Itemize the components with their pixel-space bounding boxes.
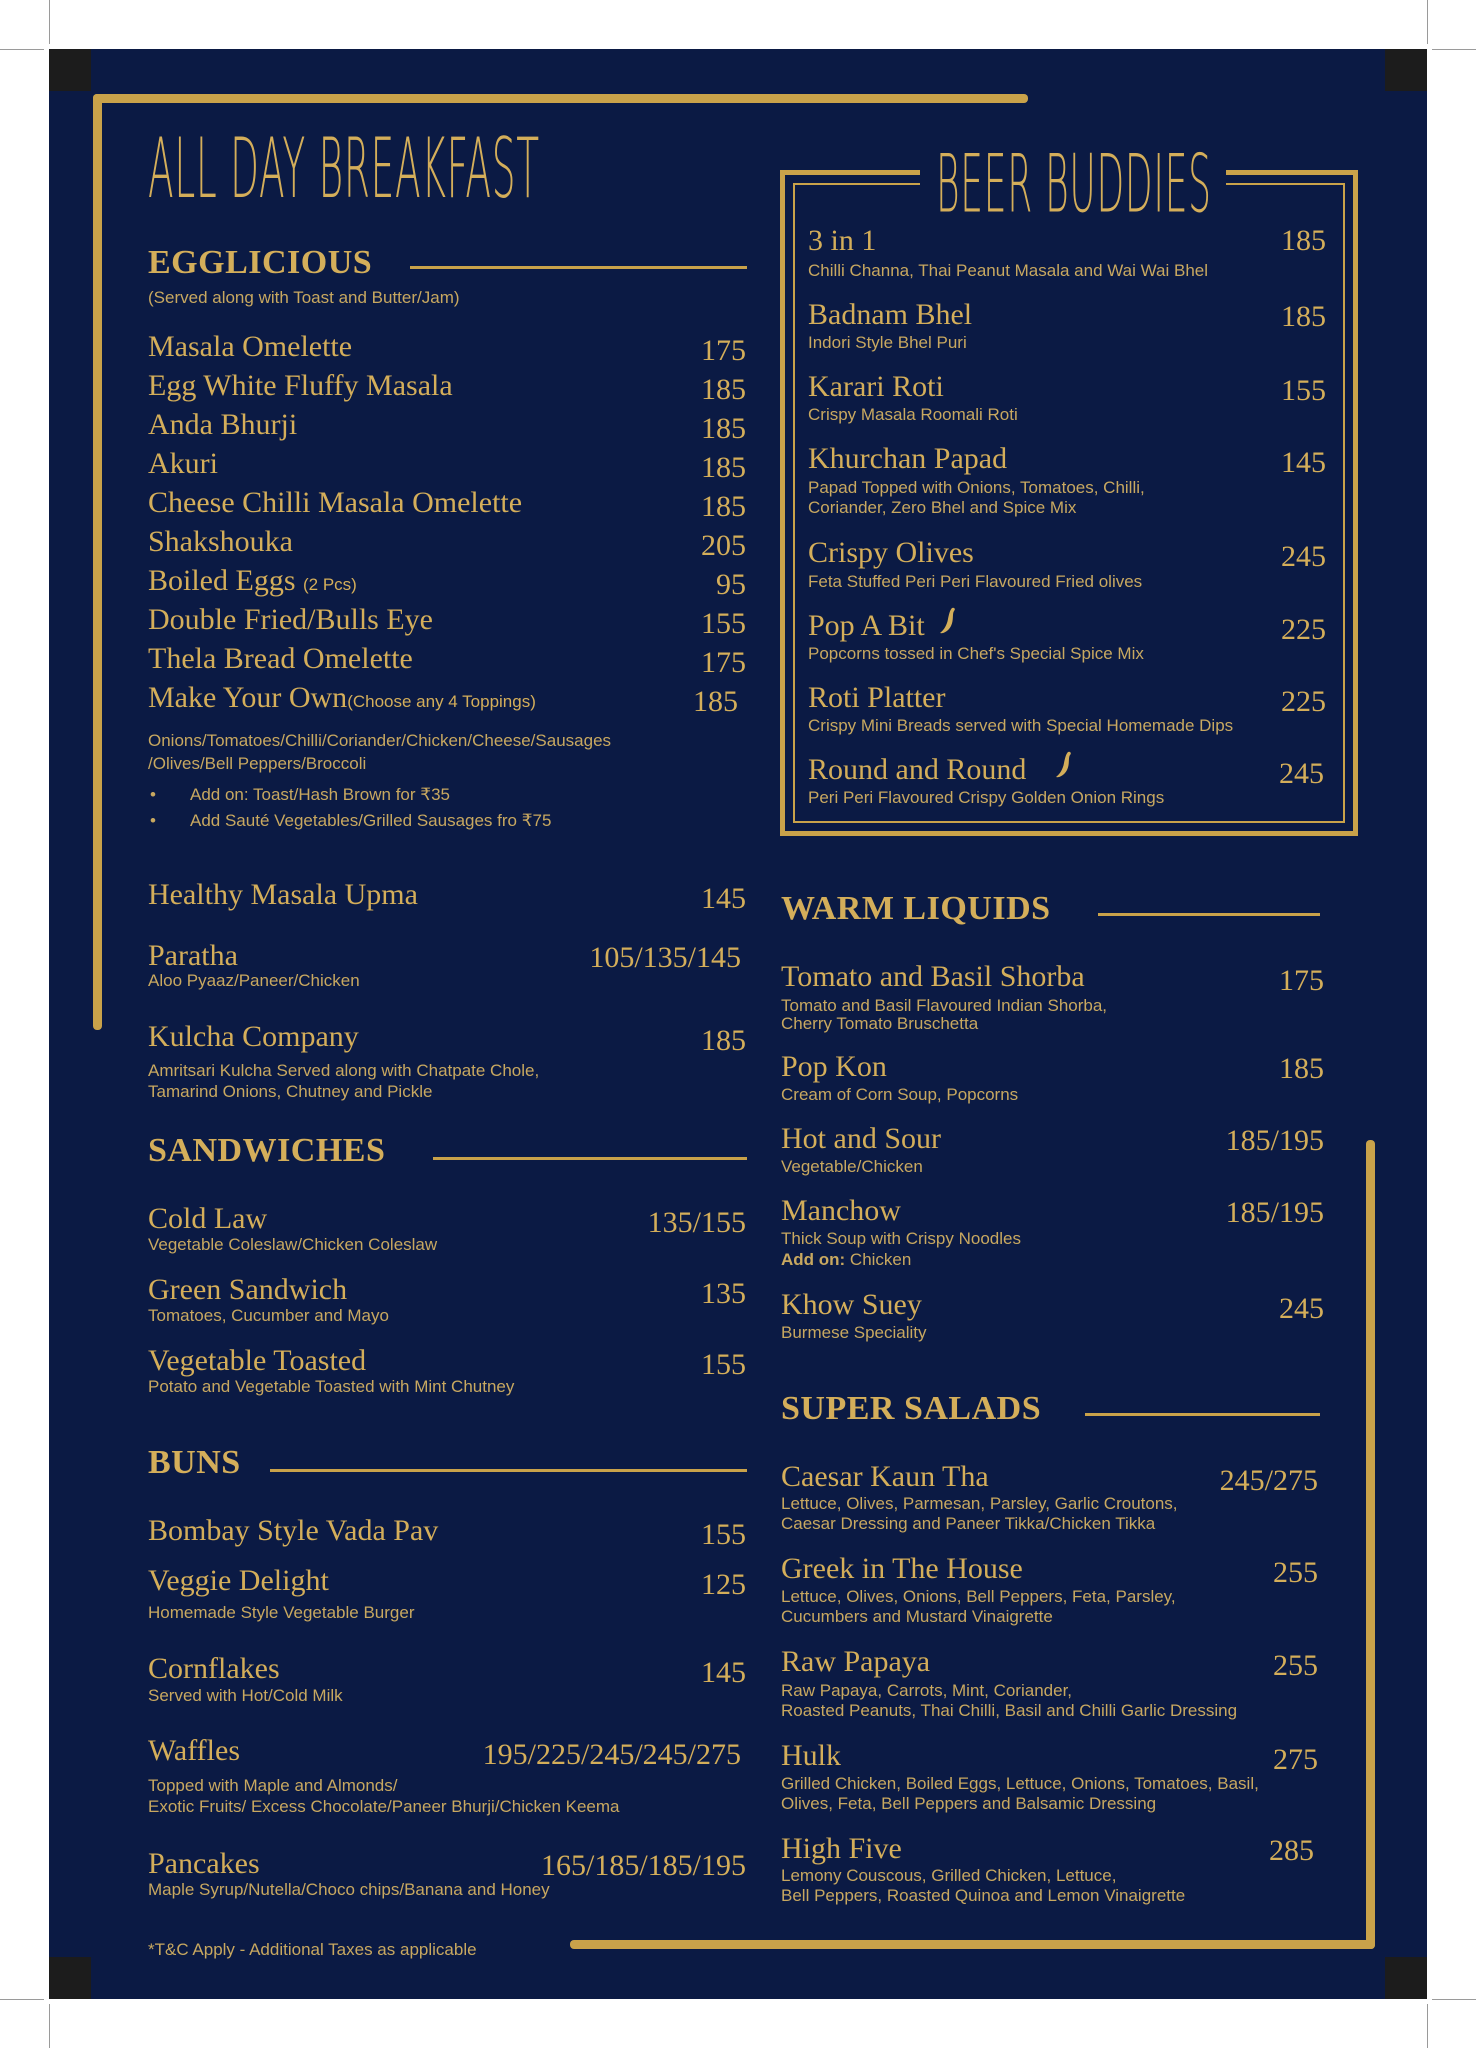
crop-mark xyxy=(1432,49,1476,50)
menu-item-desc: Thick Soup with Crispy Noodles xyxy=(781,1229,1021,1248)
menu-item-desc: Popcorns tossed in Chef's Special Spice Mix xyxy=(808,644,1144,663)
menu-item-name: Boiled Eggs (2 Pcs) xyxy=(148,564,357,597)
menu-item-price: 155 xyxy=(1281,374,1326,407)
menu-item-price: 185 xyxy=(1279,1052,1324,1085)
menu-item-desc: Tomatoes, Cucumber and Mayo xyxy=(148,1306,389,1325)
menu-item-desc: Crispy Mini Breads served with Special Homemade Dips xyxy=(808,716,1234,735)
menu-item-price: 255 xyxy=(1273,1649,1318,1682)
frame-line xyxy=(93,94,1028,103)
menu-item-name: Green Sandwich xyxy=(148,1273,348,1306)
menu-item-price: 185/195 xyxy=(1225,1196,1324,1229)
menu-item-desc: Tamarind Onions, Chutney and Pickle xyxy=(148,1082,433,1101)
menu-item-price: 145 xyxy=(701,1656,746,1689)
menu-item-price: 155 xyxy=(701,607,746,640)
menu-item-name: High Five xyxy=(781,1832,902,1865)
menu-item-price: 145 xyxy=(1281,446,1326,479)
menu-item-desc: Grilled Chicken, Boiled Eggs, Lettuce, Onions, Tomatoes, Basil, xyxy=(781,1774,1259,1793)
menu-item-name: Crispy Olives xyxy=(808,536,974,569)
menu-item-price: 185 xyxy=(701,451,746,484)
addon-text: Add Sauté Vegetables/Grilled Sausages fro ₹75 xyxy=(190,811,552,830)
menu-item-desc: Vegetable Coleslaw/Chicken Coleslaw xyxy=(148,1235,438,1254)
section-rule xyxy=(270,1469,747,1472)
menu-item-name: Khurchan Papad xyxy=(808,442,1008,475)
menu-item-desc: Topped with Maple and Almonds/ xyxy=(148,1776,398,1795)
menu-item-price: 245 xyxy=(1279,757,1324,790)
menu-item-desc: Papad Topped with Onions, Tomatoes, Chilli, xyxy=(808,478,1145,497)
menu-item-name: Vegetable Toasted xyxy=(148,1344,367,1377)
menu-item-desc: Potato and Vegetable Toasted with Mint Chutney xyxy=(148,1377,515,1396)
menu-item-price: 135/155 xyxy=(647,1206,746,1239)
menu-item-name: Cornflakes xyxy=(148,1652,280,1685)
menu-item-price: 175 xyxy=(701,334,746,367)
menu-item-price: 275 xyxy=(1273,1743,1318,1776)
menu-item-price: 185 xyxy=(701,490,746,523)
menu-item-price: 225 xyxy=(1281,685,1326,718)
beer-buddies-title: BEER BUDDIES xyxy=(936,138,1212,231)
menu-item-name: Pop A Bit xyxy=(808,609,925,642)
menu-item-price: 185 xyxy=(1281,300,1326,333)
menu-item-price: 245 xyxy=(1281,540,1326,573)
menu-item-desc: Amritsari Kulcha Served along with Chatpate Chole, xyxy=(148,1061,540,1080)
menu-item-price: 165/185/185/195 xyxy=(540,1849,746,1882)
menu-item-desc: Lettuce, Olives, Parmesan, Parsley, Garlic Croutons, xyxy=(781,1494,1178,1513)
menu-item-price: 195/225/245/245/275 xyxy=(482,1738,741,1771)
chili-icon xyxy=(1054,750,1076,780)
menu-item-price: 145 xyxy=(701,882,746,915)
menu-item-desc: Roasted Peanuts, Thai Chilli, Basil and Chilli Garlic Dressing xyxy=(781,1701,1238,1720)
menu-item-name: Badnam Bhel xyxy=(808,298,973,331)
crop-mark xyxy=(1432,1999,1476,2000)
corner-mark xyxy=(1385,1957,1427,1999)
menu-item-name: Shakshouka xyxy=(148,525,293,558)
menu-item-price: 175 xyxy=(1279,964,1324,997)
menu-item-name: Tomato and Basil Shorba xyxy=(781,960,1085,993)
menu-item-desc: Cherry Tomato Bruschetta xyxy=(781,1014,979,1033)
corner-mark xyxy=(49,49,91,91)
frame-line xyxy=(570,1940,1375,1949)
corner-mark xyxy=(1385,49,1427,91)
menu-item-desc: Chilli Channa, Thai Peanut Masala and Wai Wai Bhel xyxy=(808,261,1209,280)
menu-item-desc: Tomato and Basil Flavoured Indian Shorba, xyxy=(781,996,1108,1015)
page-title: ALL DAY BREAKFAST xyxy=(148,122,540,218)
menu-item-name: Thela Bread Omelette xyxy=(148,642,413,675)
menu-item-desc: Raw Papaya, Carrots, Mint, Coriander, xyxy=(781,1681,1073,1700)
menu-item-name: Hulk xyxy=(781,1739,841,1772)
frame-line xyxy=(1366,1140,1375,1949)
menu-item-price: 255 xyxy=(1273,1556,1318,1589)
menu-item-name: Karari Roti xyxy=(808,370,944,403)
menu-item-desc: Indori Style Bhel Puri xyxy=(808,333,967,352)
menu-item-name: Veggie Delight xyxy=(148,1564,329,1597)
menu-item-price: 175 xyxy=(701,646,746,679)
menu-item-desc: Homemade Style Vegetable Burger xyxy=(148,1603,415,1622)
menu-item-name: Kulcha Company xyxy=(148,1020,359,1053)
frame-line xyxy=(93,94,102,1030)
menu-item-price: 155 xyxy=(701,1518,746,1551)
section-rule xyxy=(1098,913,1320,916)
menu-item-price: 225 xyxy=(1281,613,1326,646)
menu-item-name: Anda Bhurji xyxy=(148,408,298,441)
crop-mark xyxy=(1427,2004,1428,2048)
menu-item-name: Khow Suey xyxy=(781,1288,922,1321)
menu-item-price: 185 xyxy=(693,685,738,718)
menu-item-name: Hot and Sour xyxy=(781,1122,941,1155)
menu-item-desc: Feta Stuffed Peri Peri Flavoured Fried olives xyxy=(808,572,1143,591)
menu-item-desc: Maple Syrup/Nutella/Choco chips/Banana and Honey xyxy=(148,1880,550,1899)
crop-mark xyxy=(0,49,44,50)
menu-item-addon: Add on: Chicken xyxy=(781,1250,912,1269)
crop-mark xyxy=(49,0,50,44)
menu-item-price: 185/195 xyxy=(1225,1124,1324,1157)
addon-text: Add on: Toast/Hash Brown for ₹35 xyxy=(190,785,450,804)
crop-mark xyxy=(1427,0,1428,44)
section-heading-warm-liquids: WARM LIQUIDS xyxy=(781,890,1051,927)
menu-item-price: 245 xyxy=(1279,1292,1324,1325)
section-heading-buns: BUNS xyxy=(148,1444,241,1481)
menu-item-desc: Peri Peri Flavoured Crispy Golden Onion Rings xyxy=(808,788,1165,807)
menu-item-desc: Served with Hot/Cold Milk xyxy=(148,1686,343,1705)
menu-item-price: 185 xyxy=(701,373,746,406)
menu-item-desc: Caesar Dressing and Paneer Tikka/Chicken Tikka xyxy=(781,1514,1156,1533)
corner-mark xyxy=(49,1957,91,1999)
menu-item-name: Paratha xyxy=(148,939,238,972)
menu-item-name: Greek in The House xyxy=(781,1552,1023,1585)
footnote: *T&C Apply - Additional Taxes as applicable xyxy=(148,1940,477,1959)
menu-item-desc: Olives, Feta, Bell Peppers and Balsamic Dressing xyxy=(781,1794,1157,1813)
section-rule xyxy=(410,266,747,269)
menu-item-price: 155 xyxy=(701,1348,746,1381)
menu-item-price: 105/135/145 xyxy=(589,941,741,974)
menu-item-name: Egg White Fluffy Masala xyxy=(148,369,453,402)
menu-item-price: 125 xyxy=(701,1568,746,1601)
toppings-list: /Olives/Bell Peppers/Broccoli xyxy=(148,754,367,773)
menu-item-desc: Burmese Speciality xyxy=(781,1323,927,1342)
menu-item-name: Cold Law xyxy=(148,1202,268,1235)
crop-mark xyxy=(49,2004,50,2048)
menu-item-price: 185 xyxy=(701,412,746,445)
menu-item-name: 3 in 1 xyxy=(808,224,877,257)
menu-item-name: Raw Papaya xyxy=(781,1645,931,1678)
menu-item-desc: Crispy Masala Roomali Roti xyxy=(808,405,1018,424)
menu-item-name: Manchow xyxy=(781,1194,901,1227)
toppings-list: Onions/Tomatoes/Chilli/Coriander/Chicken/Cheese/Sausages xyxy=(148,731,612,750)
menu-item-name: Pancakes xyxy=(148,1847,260,1880)
menu-item-name: Cheese Chilli Masala Omelette xyxy=(148,486,523,519)
menu-item-name: Bombay Style Vada Pav xyxy=(148,1514,439,1547)
menu-item-name: Pop Kon xyxy=(781,1050,887,1083)
section-rule xyxy=(1085,1413,1320,1416)
menu-item-price: 205 xyxy=(701,529,746,562)
menu-item-name: Double Fried/Bulls Eye xyxy=(148,603,433,636)
menu-item-suffix: (2 Pcs) xyxy=(303,575,357,594)
menu-item-name: Akuri xyxy=(148,447,218,480)
section-heading-egglicious: EGGLICIOUS xyxy=(148,244,373,281)
menu-item-name: Waffles xyxy=(148,1734,240,1767)
menu-item-suffix: (Choose any 4 Toppings) xyxy=(347,692,536,711)
menu-item-desc: Coriander, Zero Bhel and Spice Mix xyxy=(808,498,1077,517)
menu-item-price: 185 xyxy=(1281,224,1326,257)
menu-item-desc: Vegetable/Chicken xyxy=(781,1157,923,1176)
section-heading-sandwiches: SANDWICHES xyxy=(148,1132,386,1169)
section-rule xyxy=(433,1157,747,1160)
menu-item-desc: Bell Peppers, Roasted Quinoa and Lemon Vinaigrette xyxy=(781,1886,1186,1905)
menu-item-desc: Exotic Fruits/ Excess Chocolate/Paneer Bhurji/Chicken Keema xyxy=(148,1797,620,1816)
menu-item-desc: Aloo Pyaaz/Paneer/Chicken xyxy=(148,971,360,990)
menu-item-name: Round and Round xyxy=(808,753,1027,786)
menu-item-desc: Cucumbers and Mustard Vinaigrette xyxy=(781,1607,1053,1626)
menu-item-price: 245/275 xyxy=(1219,1464,1318,1497)
section-note: (Served along with Toast and Butter/Jam) xyxy=(148,288,460,307)
menu-item-name: Masala Omelette xyxy=(148,330,353,363)
menu-item-desc: Lemony Couscous, Grilled Chicken, Lettuce, xyxy=(781,1866,1117,1885)
menu-item-desc: Cream of Corn Soup, Popcorns xyxy=(781,1085,1019,1104)
addon-bullet: • xyxy=(150,811,156,830)
chili-icon xyxy=(938,606,960,636)
menu-item-price: 135 xyxy=(701,1277,746,1310)
section-heading-super-salads: SUPER SALADS xyxy=(781,1390,1042,1427)
menu-item-price: 285 xyxy=(1269,1834,1314,1867)
menu-item-name: Make Your Own(Choose any 4 Toppings) xyxy=(148,681,536,714)
menu-item-name: Healthy Masala Upma xyxy=(148,878,418,911)
addon-bullet: • xyxy=(150,785,156,804)
menu-item-name: Roti Platter xyxy=(808,681,946,714)
menu-item-name: Caesar Kaun Tha xyxy=(781,1460,989,1493)
crop-mark xyxy=(0,1999,44,2000)
menu-item-price: 185 xyxy=(701,1024,746,1057)
menu-item-price: 95 xyxy=(716,568,746,601)
menu-item-desc: Lettuce, Olives, Onions, Bell Peppers, Feta, Parsley, xyxy=(781,1587,1176,1606)
